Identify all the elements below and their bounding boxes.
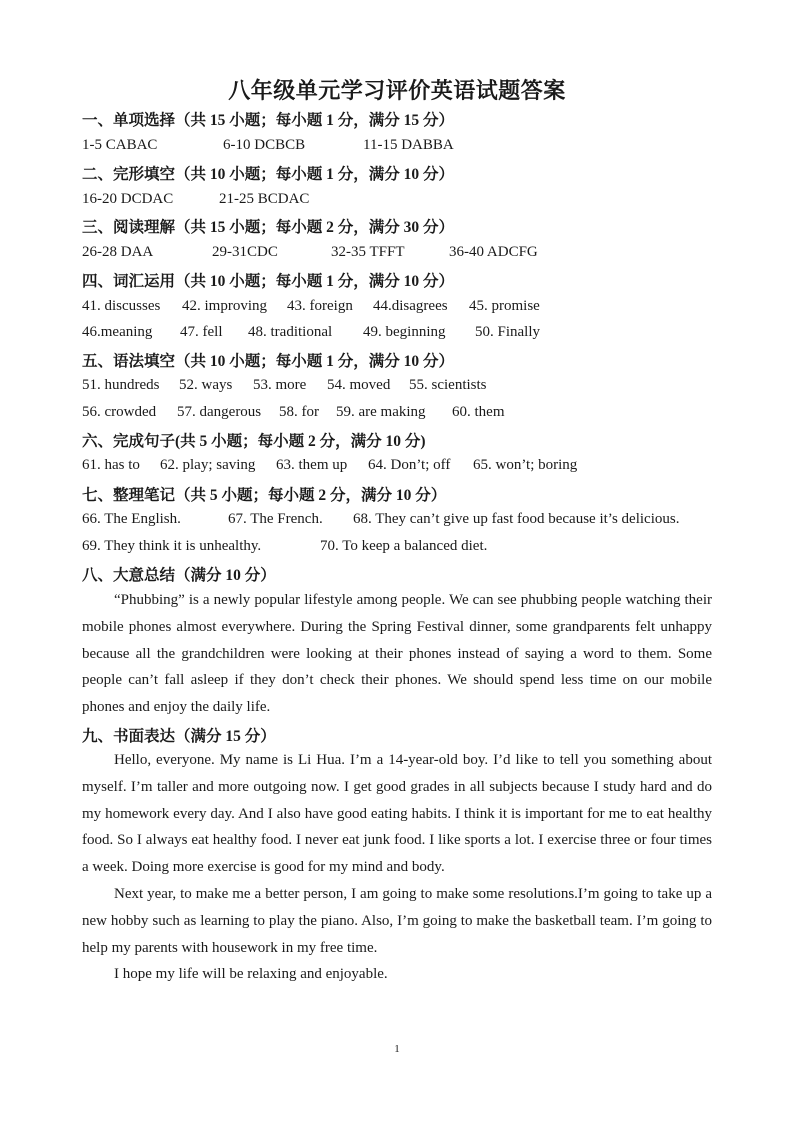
answer-item: 54. moved <box>327 377 391 393</box>
essay-paragraph-1: Hello, everyone. My name is Li Hua. I’m a 14-year-old boy. I’d like to tell you something about myself. I’m taller and more outgoing now. I get good grades in all subjects because I study hard and do my homework every day. And I also have good eating habits. I think it is important for me to eat healthy food. So I always eat healthy food. I never eat junk food. I like sports a lot. I exercise three or four times a week. Doing more exercise is good for my mind and body. <box>82 752 712 876</box>
answer-item: 45. promise <box>469 298 540 314</box>
section-6-heading: 六、完成句子(共 5 小题；每小题 2 分，满分 10 分) <box>82 433 426 450</box>
answer-item: 21-25 BCDAC <box>219 191 310 207</box>
answer-item: 53. more <box>253 377 307 393</box>
section-5-heading: 五、语法填空（共 10 小题；每小题 1 分，满分 10 分） <box>82 353 455 370</box>
answer-item: 1-5 CABAC <box>82 137 158 153</box>
answer-item: 32-35 TFFT <box>331 244 405 260</box>
page-number: 1 <box>394 1043 400 1055</box>
answer-item: 47. fell <box>180 324 223 340</box>
answer-item: 68. They can’t give up fast food because it’s delicious. <box>353 511 680 527</box>
answer-item: 36-40 ADCFG <box>449 244 538 260</box>
answer-item: 56. crowded <box>82 404 157 420</box>
answer-item: 55. scientists <box>409 377 487 393</box>
answer-item: 70. To keep a balanced diet. <box>320 538 488 554</box>
answer-item: 58. for <box>279 404 319 420</box>
answer-item: 62. play; saving <box>160 457 256 473</box>
section-8-heading: 八、大意总结（满分 10 分） <box>82 567 276 584</box>
answer-item: 59. are making <box>336 404 426 420</box>
summary-paragraph: “Phubbing” is a newly popular lifestyle among people. We can see phubbing people watching their mobile phones almost everywhere. During the Spring Festival dinner, some grandparents felt unhappy because all the grandchildren were looking at their phones instead of saying a word to them. Some people can’t fall asleep if they don’t check their phones. We should spend less time on our mobile phones and enjoy the daily life. <box>82 592 712 716</box>
answer-item: 46.meaning <box>82 324 153 340</box>
answer-item: 49. beginning <box>363 324 446 340</box>
page-title: 八年级单元学习评价英语试题答案 <box>228 78 566 103</box>
answer-item: 69. They think it is unhealthy. <box>82 538 262 554</box>
section-1-heading: 一、单项选择（共 15 小题；每小题 1 分，满分 15 分） <box>82 112 455 129</box>
answer-item: 50. Finally <box>475 324 541 340</box>
answer-item: 51. hundreds <box>82 377 160 393</box>
answer-item: 65. won’t; boring <box>473 457 578 473</box>
answer-item: 60. them <box>452 404 505 420</box>
answer-item: 64. Don’t; off <box>368 457 451 473</box>
section-7-heading: 七、整理笔记（共 5 小题；每小题 2 分，满分 10 分） <box>82 487 447 504</box>
answer-item: 66. The English. <box>82 511 181 527</box>
section-2-heading: 二、完形填空（共 10 小题；每小题 1 分，满分 10 分） <box>82 166 455 183</box>
answer-item: 42. improving <box>182 298 267 314</box>
answer-item: 61. has to <box>82 457 140 473</box>
answer-item: 48. traditional <box>248 324 333 340</box>
answer-item: 11-15 DABBA <box>363 137 454 153</box>
section-4-heading: 四、词汇运用（共 10 小题；每小题 1 分，满分 10 分） <box>82 273 455 290</box>
answer-item: 43. foreign <box>287 298 353 314</box>
answer-item: 16-20 DCDAC <box>82 191 174 207</box>
essay-paragraph-3: I hope my life will be relaxing and enjoyable. <box>114 966 388 982</box>
answer-item: 57. dangerous <box>177 404 262 420</box>
essay-paragraph-2: Next year, to make me a better person, I am going to make some resolutions.I’m going to take up a new hobby such as learning to play the piano. Also, I’m going to make the basketball team. I’m going to help my parents with housework in my free time. <box>82 886 712 956</box>
section-9-heading: 九、书面表达（满分 15 分） <box>82 728 276 745</box>
answer-item: 67. The French. <box>228 511 323 527</box>
answer-item: 52. ways <box>179 377 233 393</box>
answer-item: 63. them up <box>276 457 348 473</box>
section-3-heading: 三、阅读理解（共 15 小题；每小题 2 分，满分 30 分） <box>82 219 455 236</box>
answer-item: 6-10 DCBCB <box>223 137 306 153</box>
answer-item: 41. discusses <box>82 298 161 314</box>
answer-item: 26-28 DAA <box>82 244 154 260</box>
answer-item: 29-31CDC <box>212 244 278 260</box>
answer-item: 44.disagrees <box>373 298 448 314</box>
